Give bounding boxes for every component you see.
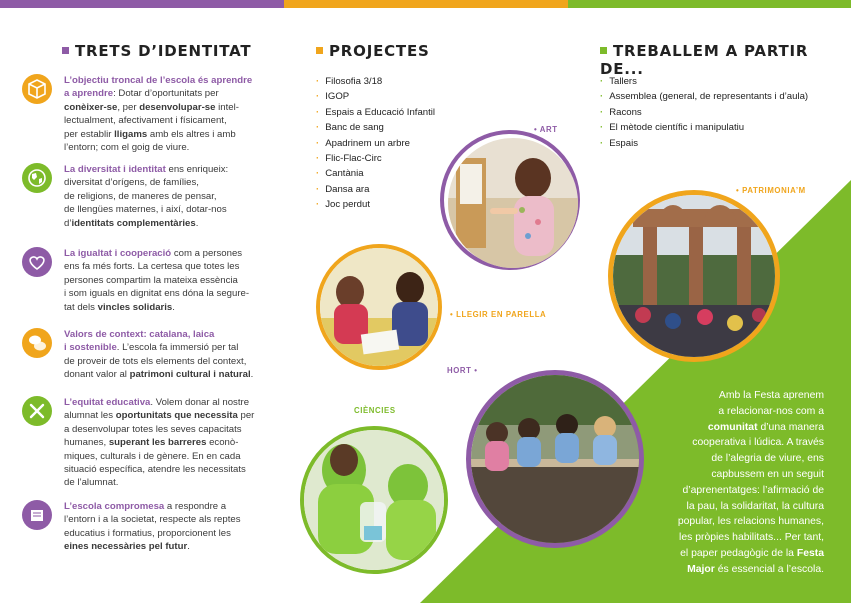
text-run: intel- (215, 101, 239, 113)
text-run: amb els altres i amb (147, 128, 236, 140)
text-run: capbussem en un seguit (711, 468, 824, 480)
text-run: donant valor al (64, 369, 130, 381)
text-run: alumnat les (64, 410, 116, 422)
text-run: a respondre a (164, 501, 227, 512)
text-run: a aprendre (64, 88, 114, 100)
text-run: oportunitats que necessita (115, 410, 238, 422)
text-run: eines necessàries pel futur (64, 541, 188, 553)
projectes-title: PROJECTES (316, 42, 430, 60)
text-run: la pau, la solidaritat, la cultura (686, 500, 824, 512)
text-run: . Volem donar al nostre (150, 397, 250, 408)
text-run: L’escola compromesa (64, 501, 165, 512)
tret-text (64, 328, 264, 382)
text-run: patrimoni cultural i natural (129, 369, 251, 381)
list-item: · Filosofia 3/18 (316, 74, 435, 89)
text-run: Major (687, 563, 715, 575)
text-run: persones compartim la mateixa essència (64, 274, 238, 286)
list-item: · Racons (600, 105, 808, 120)
text-run: desenvolupar-se (139, 101, 216, 113)
text-run: comunitat (707, 421, 758, 433)
text-run: . L’escola fa immersió per tal (116, 342, 239, 354)
list-item: · Assemblea (general, de representants i d’aula) (600, 89, 808, 104)
book-icon (22, 500, 52, 530)
text-run: : Dotar d’oportunitats per (113, 88, 219, 100)
art-photo (448, 138, 578, 268)
treballem-title: TREBALLEM A PARTIR DE... (600, 42, 809, 78)
list-item: · El mètode científic i manipulatiu (600, 120, 808, 135)
text-run: lectualment, afectivament i físicament, (64, 115, 227, 127)
projectes-list (316, 74, 435, 213)
text-run: el paper pedagògic de la (680, 547, 797, 559)
art-label: • ART (534, 125, 558, 134)
list-item: · IGOP (316, 89, 435, 104)
crossed-tools-icon (22, 396, 52, 426)
text-run: per establir (64, 128, 115, 140)
list-item: · Cantània (316, 166, 435, 181)
text-run: d’ (64, 217, 72, 229)
llegir-photo (320, 248, 438, 366)
text-run: popular, les relacions humanes, (677, 516, 824, 528)
list-item: · Espais (600, 136, 808, 151)
tret-text (64, 500, 264, 554)
text-run: lligams (114, 128, 148, 140)
text-run: situació específica, atendre les necessitats (64, 464, 246, 476)
list-item: · Banc de sang (316, 120, 435, 135)
hort-label: HORT • (447, 366, 478, 375)
text-run: La diversitat i identitat (64, 164, 166, 175)
text-run: com a persones (171, 248, 243, 259)
text-run: L’equitat educativa (64, 397, 151, 408)
tret-text (64, 163, 264, 230)
speech-bubbles-icon (22, 328, 52, 358)
text-run: i som iguals en dignitat ens dóna la segure- (64, 288, 250, 300)
treballem-list (600, 74, 808, 151)
text-run: humanes, (64, 437, 109, 449)
text-run: diversitat d’orígens, de famílies, (64, 177, 199, 189)
text-run: tat dels (64, 301, 98, 313)
heart-hands-icon (22, 247, 52, 277)
text-run: de l’alumnat. (64, 477, 119, 489)
text-run: superant les barreres (108, 437, 207, 449)
tret-text (64, 74, 264, 154)
text-run: a relacionar-nos com a (718, 405, 824, 417)
text-run: per (237, 410, 255, 422)
text-run: d’una manera (757, 421, 824, 433)
text-run: de proveir de tots els elements del context, (64, 355, 247, 367)
text-run: identitats complementàries (71, 217, 196, 229)
tret-text (64, 247, 264, 314)
text-run: les pròpies habilitats... Per tant, (679, 532, 824, 544)
text-run: conèixer-se (64, 101, 118, 113)
text-run: d’aprenentatges: l’afirmació de (682, 484, 824, 496)
list-item: · Joc perdut (316, 197, 435, 212)
text-run: de religions, de maneres de pensar, (64, 190, 217, 202)
text-run: vincles solidaris (97, 301, 173, 313)
text-run: de l’alegria de viure, ens (711, 453, 824, 465)
festa-paragraph (612, 388, 824, 578)
text-run: Valors de context: catalana, laica (64, 329, 215, 340)
text-run: de llengües maternes, i així, dotar-nos (64, 204, 227, 216)
text-run: cooperativa i lúdica. A través (692, 437, 824, 449)
list-item: · Espais a Educació Infantil (316, 105, 435, 120)
list-item: · Dansa ara (316, 182, 435, 197)
ciencies-label: CIÈNCIES (354, 406, 396, 415)
text-run: La igualtat i cooperació (64, 248, 172, 259)
tret-text (64, 396, 264, 490)
list-item: · Apadrinem un arbre (316, 136, 435, 151)
text-run: educatius i formatius, proporcionent les (64, 527, 231, 539)
text-run: Festa (796, 547, 824, 559)
text-run: miques, culturals i de gènere. En en cada (64, 450, 241, 462)
text-run: l’entorn; com el goig de viure. (64, 142, 190, 154)
text-run: l’entorn i a la societat, respecte als reptes (64, 514, 241, 526)
text-run: a desenvolupar totes les seves capacitats (64, 423, 242, 435)
text-run: . (250, 369, 254, 381)
list-item: · Tallers (600, 74, 808, 89)
text-run: , per (117, 101, 140, 113)
globe-icon (22, 163, 52, 193)
text-run: . (195, 217, 199, 229)
text-run: Amb la Festa aprenem (718, 390, 824, 401)
ciencies-photo (304, 430, 444, 570)
patrimoni-photo (613, 195, 775, 357)
text-run: . (172, 301, 175, 313)
text-run: ens enriqueix: (165, 164, 229, 175)
text-run: i sostenible (64, 342, 117, 354)
list-item: · Flic-Flac-Circ (316, 151, 435, 166)
text-run: és essencial a l’escola. (714, 563, 824, 575)
llegir-label: • LLEGIR EN PARELLA (450, 310, 547, 319)
trets-title: TRETS D’IDENTITAT (62, 42, 251, 60)
text-run: . (187, 541, 190, 553)
patrimoni-label: • PATRIMONIA’M (736, 186, 806, 195)
text-run: ens fa més forts. La certesa que totes les (64, 261, 240, 273)
building-blocks-icon (22, 74, 52, 104)
text-run: L’objectiu troncal de l’escola és aprendre (64, 75, 253, 86)
text-run: econò- (206, 437, 239, 449)
